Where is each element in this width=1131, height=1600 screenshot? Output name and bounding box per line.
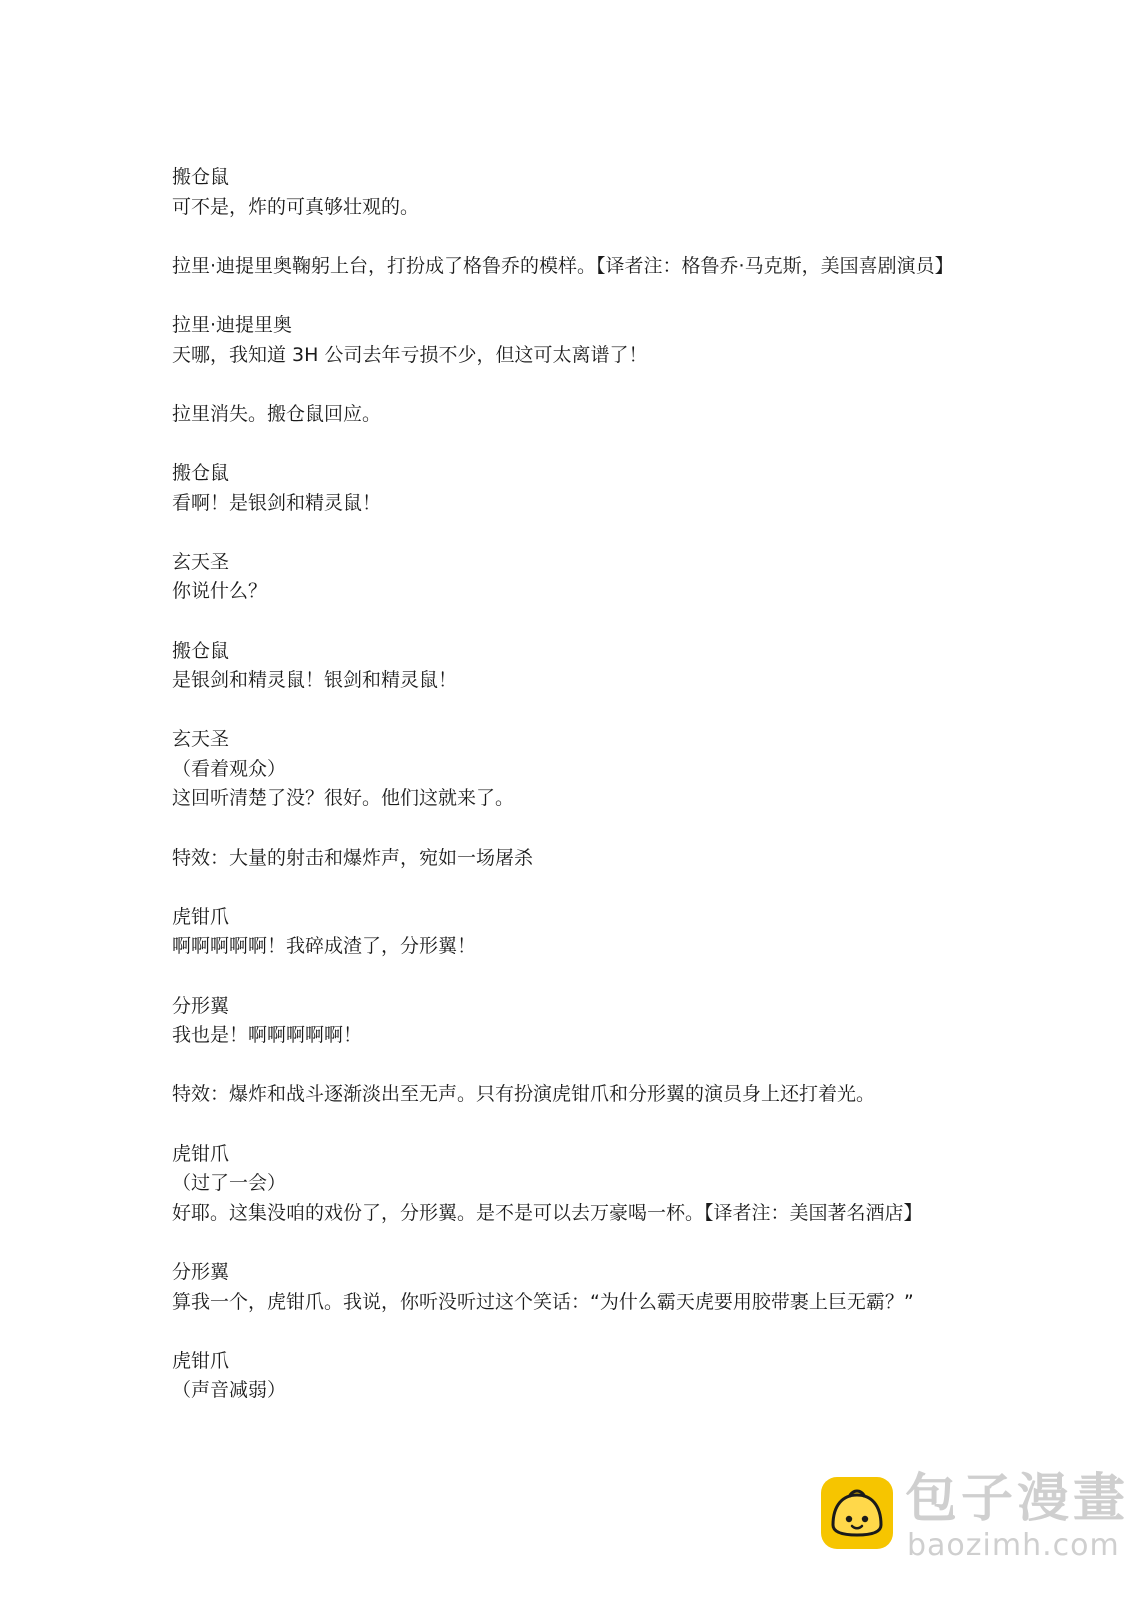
bun-logo-icon [819, 1475, 895, 1551]
parenthetical: （看着观众） [172, 757, 287, 780]
parenthetical: （过了一会） [172, 1172, 287, 1195]
site-watermark [819, 1467, 1130, 1577]
direction-line: 拉里·迪提里奥鞠躬上台，打扮成了格鲁乔的模样。【译者注：格鲁乔·马克斯，美国喜剧演员】 [172, 254, 954, 277]
speaker-name: 虎钳爪 [172, 1142, 230, 1165]
dialogue-line: 这回听清楚了没？很好。他们这就来了。 [172, 787, 515, 810]
watermark-url: baozimh.com [907, 1528, 1120, 1563]
speaker-name: 玄天圣 [172, 728, 230, 751]
speaker-name: 搬仓鼠 [172, 639, 230, 662]
dialogue-line: 天哪，我知道 3H 公司去年亏损不少，但这可太离谱了！ [172, 343, 648, 366]
dialogue-line: 是银剑和精灵鼠！银剑和精灵鼠！ [172, 669, 458, 692]
script-block [172, 1258, 972, 1317]
script-block [172, 1140, 972, 1229]
speaker-name: 虎钳爪 [172, 1349, 230, 1372]
script-page [172, 163, 972, 1436]
script-block [172, 725, 972, 814]
direction-line: 特效：大量的射击和爆炸声，宛如一场屠杀 [172, 846, 534, 869]
speaker-name: 分形翼 [172, 1260, 230, 1283]
dialogue-line: 算我一个，虎钳爪。我说，你听没听过这个笑话：“为什么霸天虎要用胶带裹上巨无霸？” [172, 1290, 914, 1313]
speaker-name: 搬仓鼠 [172, 461, 230, 484]
parenthetical: （声音减弱） [172, 1379, 287, 1402]
watermark-title: 包子漫畫 [905, 1469, 1130, 1529]
dialogue-line: 你说什么？ [172, 580, 268, 603]
direction-line: 拉里消失。搬仓鼠回应。 [172, 402, 382, 425]
dialogue-line: 可不是，炸的可真够壮观的。 [172, 195, 420, 218]
direction-line: 特效：爆炸和战斗逐渐淡出至无声。只有扮演虎钳爪和分形翼的演员身上还打着光。 [172, 1083, 876, 1106]
dialogue-line: 我也是！啊啊啊啊啊！ [172, 1024, 363, 1047]
script-block [172, 548, 972, 607]
script-block [172, 637, 972, 696]
speaker-name: 搬仓鼠 [172, 166, 230, 188]
script-block [172, 163, 972, 222]
speaker-name: 玄天圣 [172, 550, 230, 573]
dialogue-line: 看啊！是银剑和精灵鼠！ [172, 491, 382, 514]
stage-direction [172, 252, 972, 282]
script-block [172, 903, 972, 962]
speaker-name: 分形翼 [172, 994, 230, 1017]
script-block [172, 459, 972, 518]
dialogue-line: 啊啊啊啊啊！我碎成渣了，分形翼！ [172, 935, 477, 958]
script-block [172, 311, 972, 370]
speaker-name: 虎钳爪 [172, 905, 230, 928]
stage-direction [172, 1080, 972, 1110]
script-block [172, 992, 972, 1051]
dialogue-line: 好耶。这集没咱的戏份了，分形翼。是不是可以去万豪喝一杯。【译者注：美国著名酒店】 [172, 1201, 923, 1224]
script-block [172, 1347, 972, 1406]
stage-direction [172, 844, 972, 874]
stage-direction [172, 400, 972, 430]
speaker-name: 拉里·迪提里奥 [172, 313, 293, 336]
